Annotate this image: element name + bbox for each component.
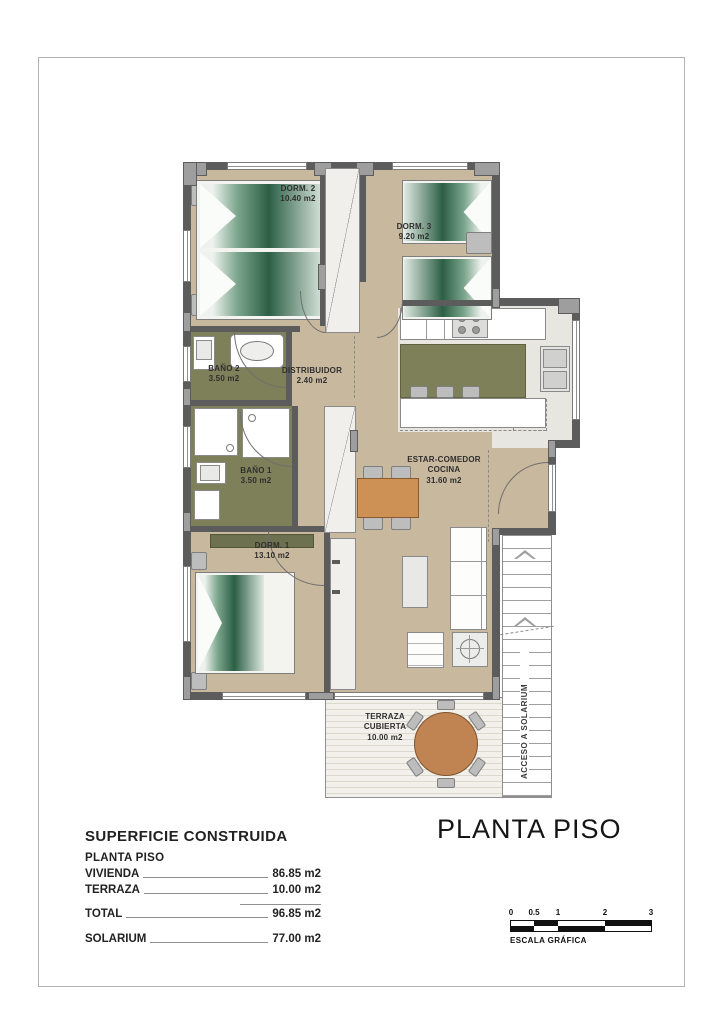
scale-bar-blocks bbox=[510, 920, 652, 932]
room-label-dorm3 bbox=[368, 222, 460, 243]
room-name: TERRAZA bbox=[365, 712, 405, 721]
room-area: 10.00 m2 bbox=[367, 732, 403, 742]
window bbox=[222, 692, 306, 700]
summary-row-vivienda bbox=[85, 868, 321, 880]
room-label-bano2 bbox=[191, 364, 257, 385]
summary-value: 86.85 m2 bbox=[272, 868, 321, 880]
stair-direction-arrow-icon bbox=[514, 550, 536, 559]
room-label-dorm2 bbox=[252, 184, 344, 205]
room-area: 2.40 m2 bbox=[296, 376, 328, 386]
summary-row-solarium bbox=[85, 933, 321, 945]
wall-pillar bbox=[183, 388, 191, 406]
bar-counter bbox=[400, 398, 546, 428]
room-name: BAÑO 2 bbox=[208, 364, 240, 373]
summary-separator bbox=[240, 904, 321, 905]
wall-pillar bbox=[183, 162, 197, 186]
vent-cross-line bbox=[469, 635, 470, 663]
plan-title: PLANTA PISO bbox=[437, 814, 622, 844]
wall-pillar bbox=[183, 676, 191, 700]
toilet-bowl bbox=[200, 465, 220, 481]
scale-tick: 2 bbox=[602, 908, 608, 917]
drain-icon bbox=[226, 444, 234, 452]
burner-icon bbox=[472, 326, 480, 334]
summary-value: 10.00 m2 bbox=[272, 884, 321, 896]
wall-segment bbox=[500, 528, 552, 535]
summary-label: SOLARIUM bbox=[85, 933, 147, 945]
stairs-label: ACCESO A SOLARIUM bbox=[520, 645, 529, 781]
room-label-distribuidor bbox=[266, 366, 358, 387]
leader-line bbox=[150, 942, 268, 943]
summary-label: TERRAZA bbox=[85, 884, 140, 896]
window bbox=[227, 162, 307, 170]
closet-handle-tick bbox=[332, 560, 340, 564]
wall-pillar bbox=[492, 676, 500, 700]
dining-chair bbox=[363, 517, 383, 530]
bar-stool bbox=[410, 386, 428, 398]
summary-label: TOTAL bbox=[85, 908, 123, 920]
wall-pillar bbox=[492, 288, 500, 308]
window bbox=[572, 320, 580, 420]
room-area: 3.50 m2 bbox=[208, 374, 240, 384]
coffee-table bbox=[402, 556, 428, 608]
leader-line bbox=[126, 917, 268, 918]
burner-icon bbox=[458, 326, 466, 334]
nightstand bbox=[466, 232, 492, 254]
wall-pillar bbox=[183, 512, 191, 532]
room-label-estar bbox=[398, 455, 490, 486]
wall-pillar bbox=[548, 440, 556, 458]
nightstand bbox=[191, 672, 207, 690]
toilet-bowl bbox=[196, 340, 212, 360]
room-label-dorm1 bbox=[228, 541, 316, 562]
terrace-chair bbox=[437, 778, 455, 788]
room-name: BAÑO 1 bbox=[240, 466, 272, 475]
room-label-terraza bbox=[346, 712, 424, 743]
room-area: 10.40 m2 bbox=[280, 194, 316, 204]
terrace-chair bbox=[437, 700, 455, 710]
room-name2: COCINA bbox=[427, 465, 461, 475]
wall-segment bbox=[292, 406, 298, 530]
window bbox=[183, 566, 191, 642]
wardrobe bbox=[324, 406, 356, 533]
window bbox=[183, 230, 191, 282]
wall-segment bbox=[492, 162, 500, 308]
room-name: ESTAR-COMEDOR bbox=[407, 455, 481, 464]
entry-door-leaf bbox=[548, 464, 556, 512]
scale-seg bbox=[511, 926, 534, 931]
room-area: 9.20 m2 bbox=[398, 232, 430, 242]
nightstand bbox=[191, 552, 207, 570]
closet-handle-tick bbox=[332, 590, 340, 594]
wall-segment bbox=[402, 300, 492, 306]
sliding-glass-door bbox=[334, 692, 484, 700]
scale-seg bbox=[605, 926, 651, 931]
wall-segment bbox=[492, 528, 500, 700]
summary-row-terraza bbox=[85, 884, 321, 896]
summary-title: SUPERFICIE CONSTRUIDA bbox=[85, 828, 288, 845]
bar-stool bbox=[436, 386, 454, 398]
scale-seg bbox=[534, 926, 558, 931]
scale-tick: 0 bbox=[508, 908, 514, 917]
summary-row-total bbox=[85, 908, 321, 920]
window bbox=[183, 426, 191, 468]
vent-cross-line bbox=[456, 648, 484, 649]
scale-tick: 3 bbox=[648, 908, 654, 917]
wall-pillar bbox=[558, 298, 580, 314]
room-name: DISTRIBUIDOR bbox=[281, 366, 343, 375]
tv-cabinet bbox=[407, 632, 444, 668]
room-area: 31.60 m2 bbox=[426, 475, 462, 485]
wall-segment bbox=[183, 400, 292, 406]
dining-chair bbox=[391, 517, 411, 530]
room-name2: CUBIERTA bbox=[363, 722, 407, 732]
vent-symbol-icon bbox=[460, 639, 480, 659]
room-label-bano1 bbox=[220, 466, 292, 487]
scale-seg bbox=[558, 926, 605, 931]
leader-line bbox=[143, 877, 268, 878]
closet-handle-block bbox=[350, 430, 358, 452]
bar-stool bbox=[462, 386, 480, 398]
window bbox=[183, 346, 191, 382]
summary-subtitle: PLANTA PISO bbox=[85, 852, 165, 864]
sink-bowl bbox=[543, 371, 567, 389]
room-area: 13.10 m2 bbox=[254, 551, 290, 561]
sink-bowl bbox=[543, 349, 567, 368]
scale-tick: 1 bbox=[555, 908, 561, 917]
washbasin bbox=[194, 490, 220, 520]
scale-bar bbox=[508, 908, 654, 948]
wall-pillar bbox=[492, 528, 500, 546]
wall-segment bbox=[360, 162, 366, 282]
summary-value: 77.00 m2 bbox=[272, 933, 321, 945]
wall-pillar bbox=[308, 692, 334, 700]
room-name: DORM. 2 bbox=[280, 184, 316, 193]
scale-tick: 0.5 bbox=[528, 908, 540, 917]
stair-direction-arrow-icon bbox=[514, 617, 536, 626]
scale-caption: ESCALA GRÁFICA bbox=[510, 936, 587, 945]
summary-value: 96.85 m2 bbox=[272, 908, 321, 920]
summary-label: VIVIENDA bbox=[85, 868, 140, 880]
leader-line bbox=[144, 893, 268, 894]
wall-pillar bbox=[474, 162, 500, 176]
room-name: DORM. 1 bbox=[254, 541, 290, 550]
sofa-backrest-line bbox=[481, 528, 482, 629]
room-name: DORM. 3 bbox=[396, 222, 432, 231]
room-area: 3.50 m2 bbox=[240, 476, 272, 486]
wall-pillar bbox=[183, 312, 191, 332]
window bbox=[392, 162, 468, 170]
